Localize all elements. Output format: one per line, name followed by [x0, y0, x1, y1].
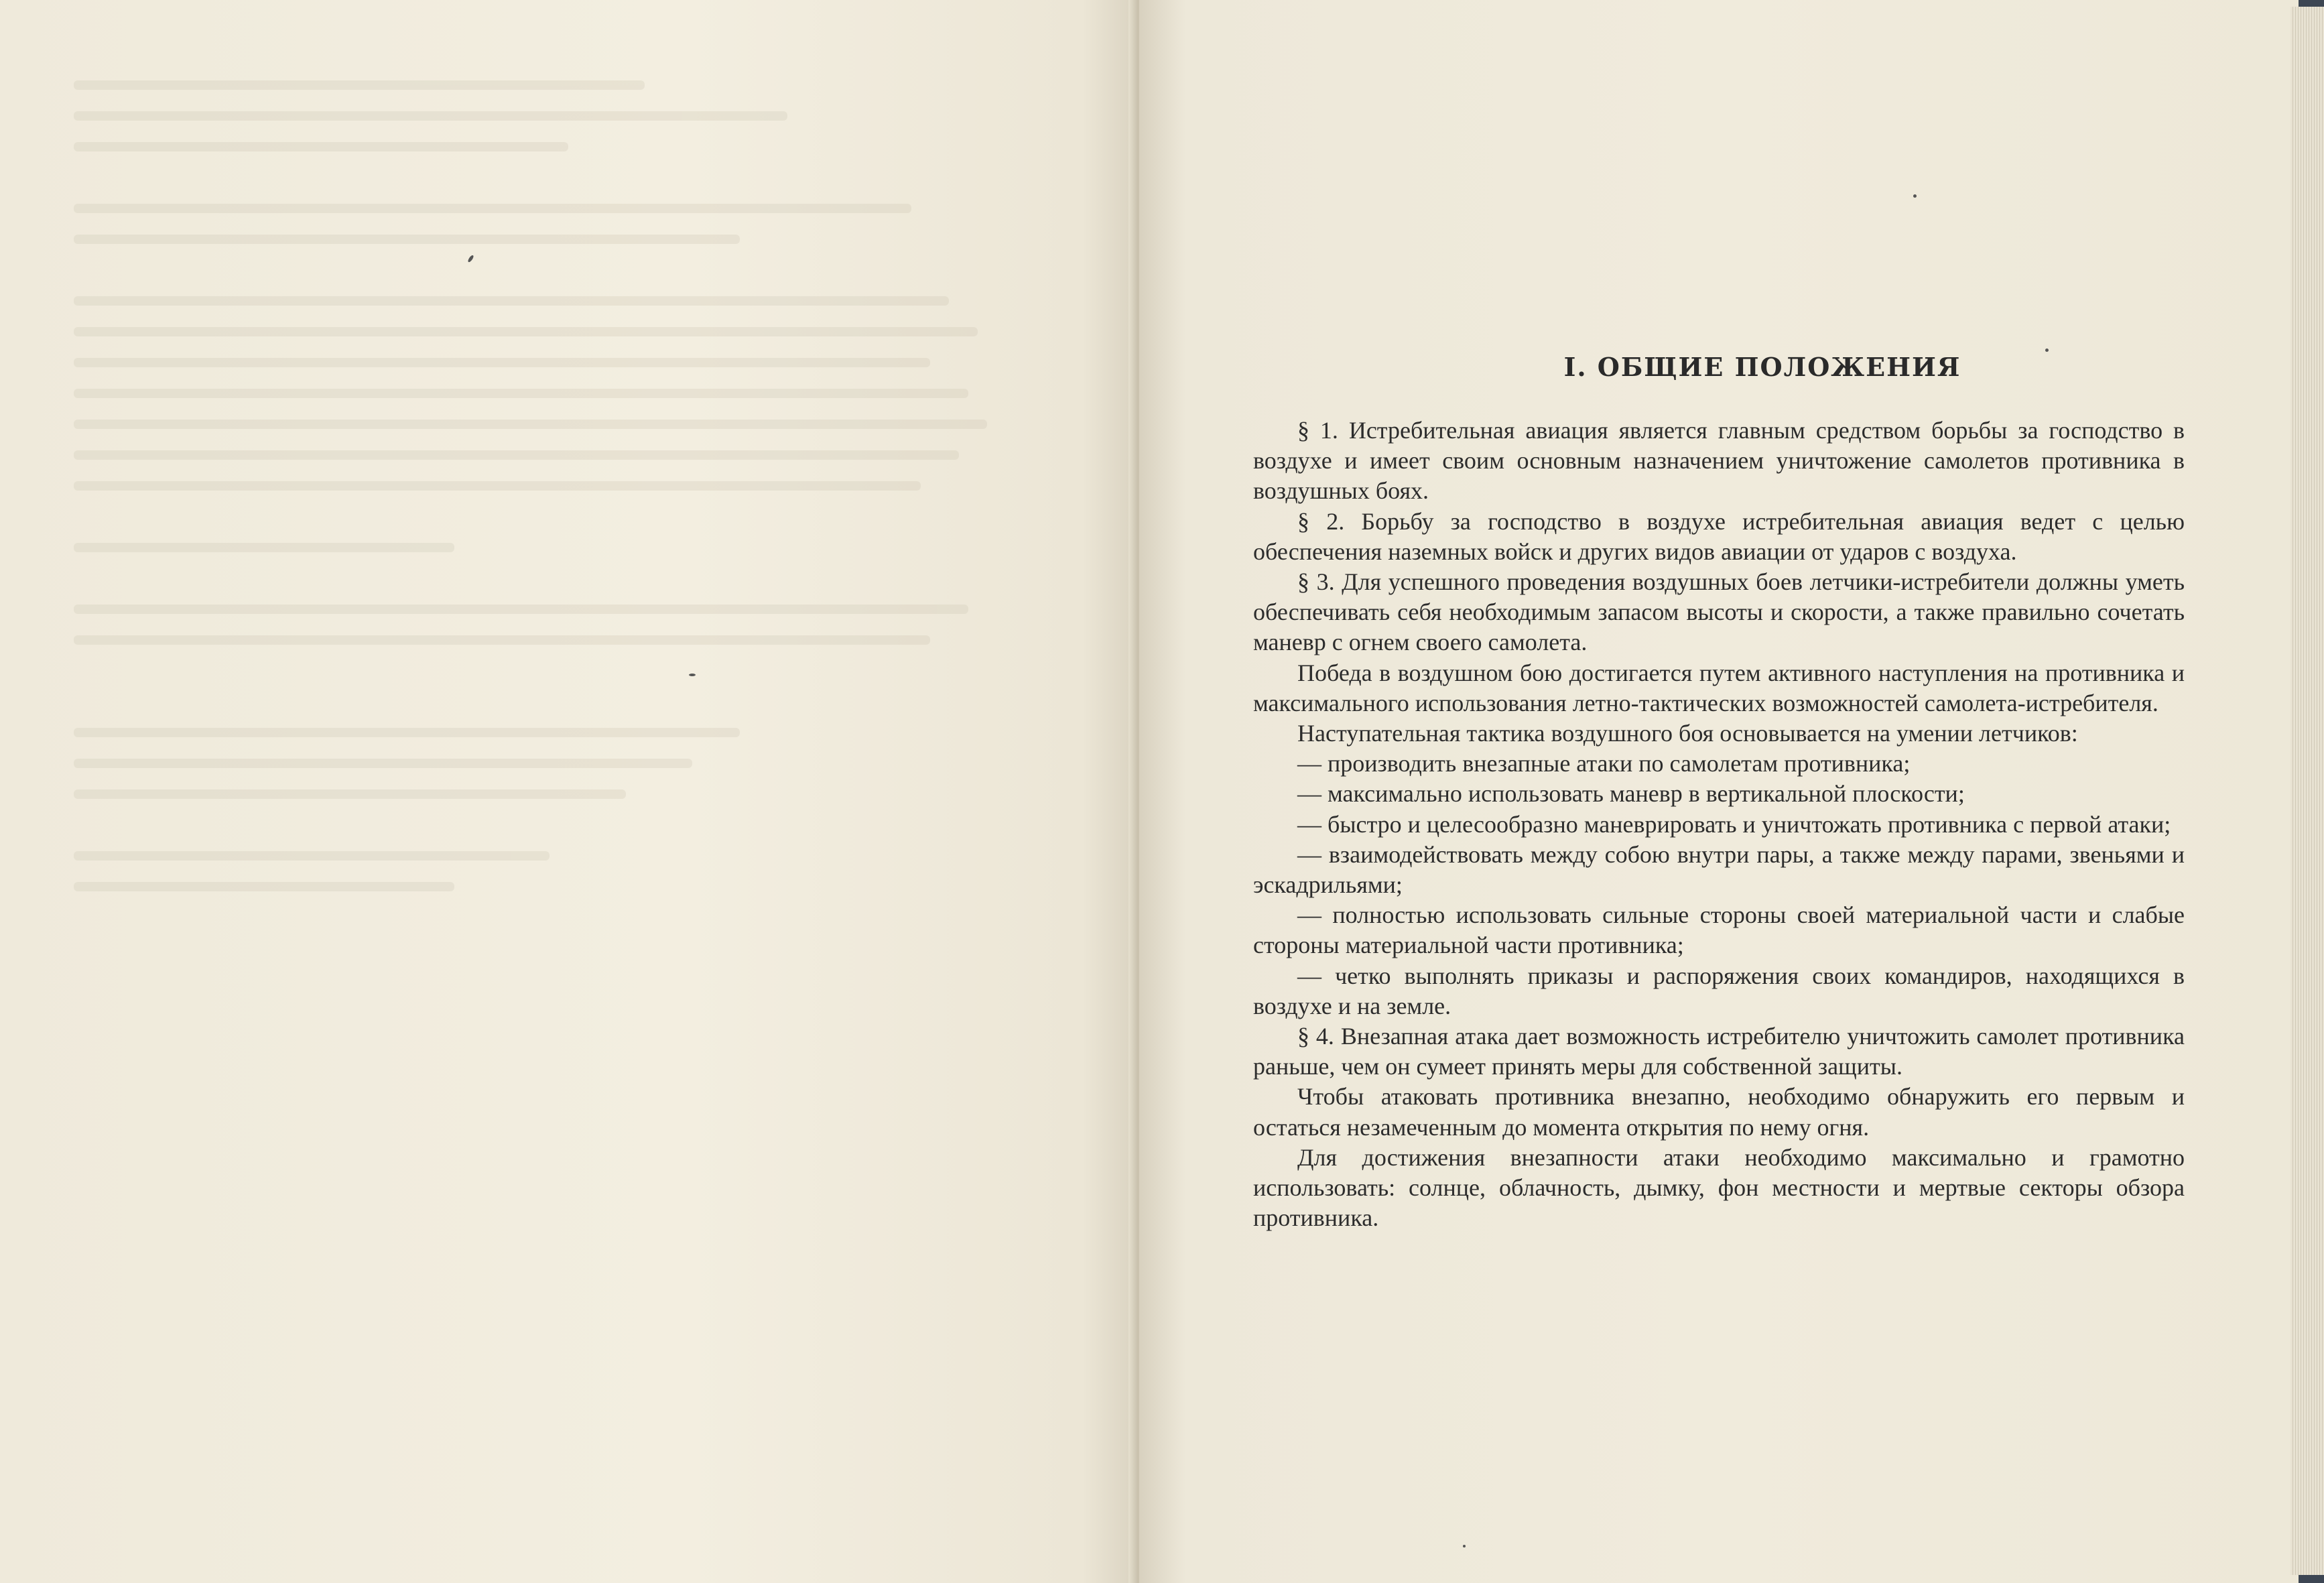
show-through-text	[74, 80, 1025, 1354]
left-page	[0, 0, 1139, 1583]
list-item-5: — полностью использовать сильные стороны своей материальной части и слабые стороны материальной части противника;	[1253, 901, 2185, 959]
paper-speck	[1463, 1545, 1466, 1547]
paragraph-5: Наступательная тактика воздушного боя основывается на умении летчиков:	[1297, 720, 2078, 747]
list-item-4: — взаимодействовать между собою внутри пары, а также между парами, звеньями и эскадрильями;	[1253, 840, 2185, 899]
paragraph-2: § 2. Борьбу за господство в воздухе истребительная авиация ведет с целью обеспечения наземных войск и других видов авиации от ударов с воздуха.	[1253, 507, 2185, 565]
page-edges	[2290, 7, 2324, 1575]
list-item-6: — четко выполнять приказы и распоряжения своих командиров, находящихся в воздухе и на земле.	[1253, 962, 2185, 1019]
paper-speck	[689, 674, 696, 676]
list-item-2: — максимально использовать маневр в вертикальной плоскости;	[1297, 780, 1965, 808]
section-body	[1253, 416, 2185, 1233]
paper-speck	[2045, 349, 2049, 352]
paragraph-1: § 1. Истребительная авиация является главным средством борьбы за господство в воздухе и имеет своим основным назначением уничтожение самолетов противника в воздушных боях.	[1253, 417, 2185, 505]
list-item-3: — быстро и целесообразно маневрировать и уничтожать противника с первой атаки;	[1297, 810, 2171, 838]
section-heading: I. ОБЩИЕ ПОЛОЖЕНИЯ	[1563, 352, 1961, 382]
list-item-1: — производить внезапные атаки по самолетам противника;	[1297, 750, 1911, 777]
paragraph-7: Чтобы атаковать противника внезапно, необходимо обнаружить его первым и остаться незамеченным до момента открытия по нему огня.	[1253, 1083, 2185, 1141]
paragraph-3: § 3. Для успешного проведения воздушных боев летчики-истребители должны уметь обеспечивать себя необходимым запасом высоты и скорости, а также правильно сочетать маневр с огнем своего самолета.	[1253, 568, 2185, 656]
paper-speck	[1913, 194, 1917, 198]
paragraph-6: § 4. Внезапная атака дает возможность истребителю уничтожить самолет противника раньше, чем он сумеет принять меры для собственной защиты.	[1253, 1023, 2185, 1080]
paragraph-8: Для достижения внезапности атаки необходимо максимально и грамотно использовать: солнце, облачность, дымку, фон местности и мертвые секторы обзора противника.	[1253, 1143, 2185, 1232]
paragraph-4: Победа в воздушном бою достигается путем активного наступления на противника и максимального использования летно-тактических возможностей самолета-истребителя.	[1253, 659, 2185, 716]
